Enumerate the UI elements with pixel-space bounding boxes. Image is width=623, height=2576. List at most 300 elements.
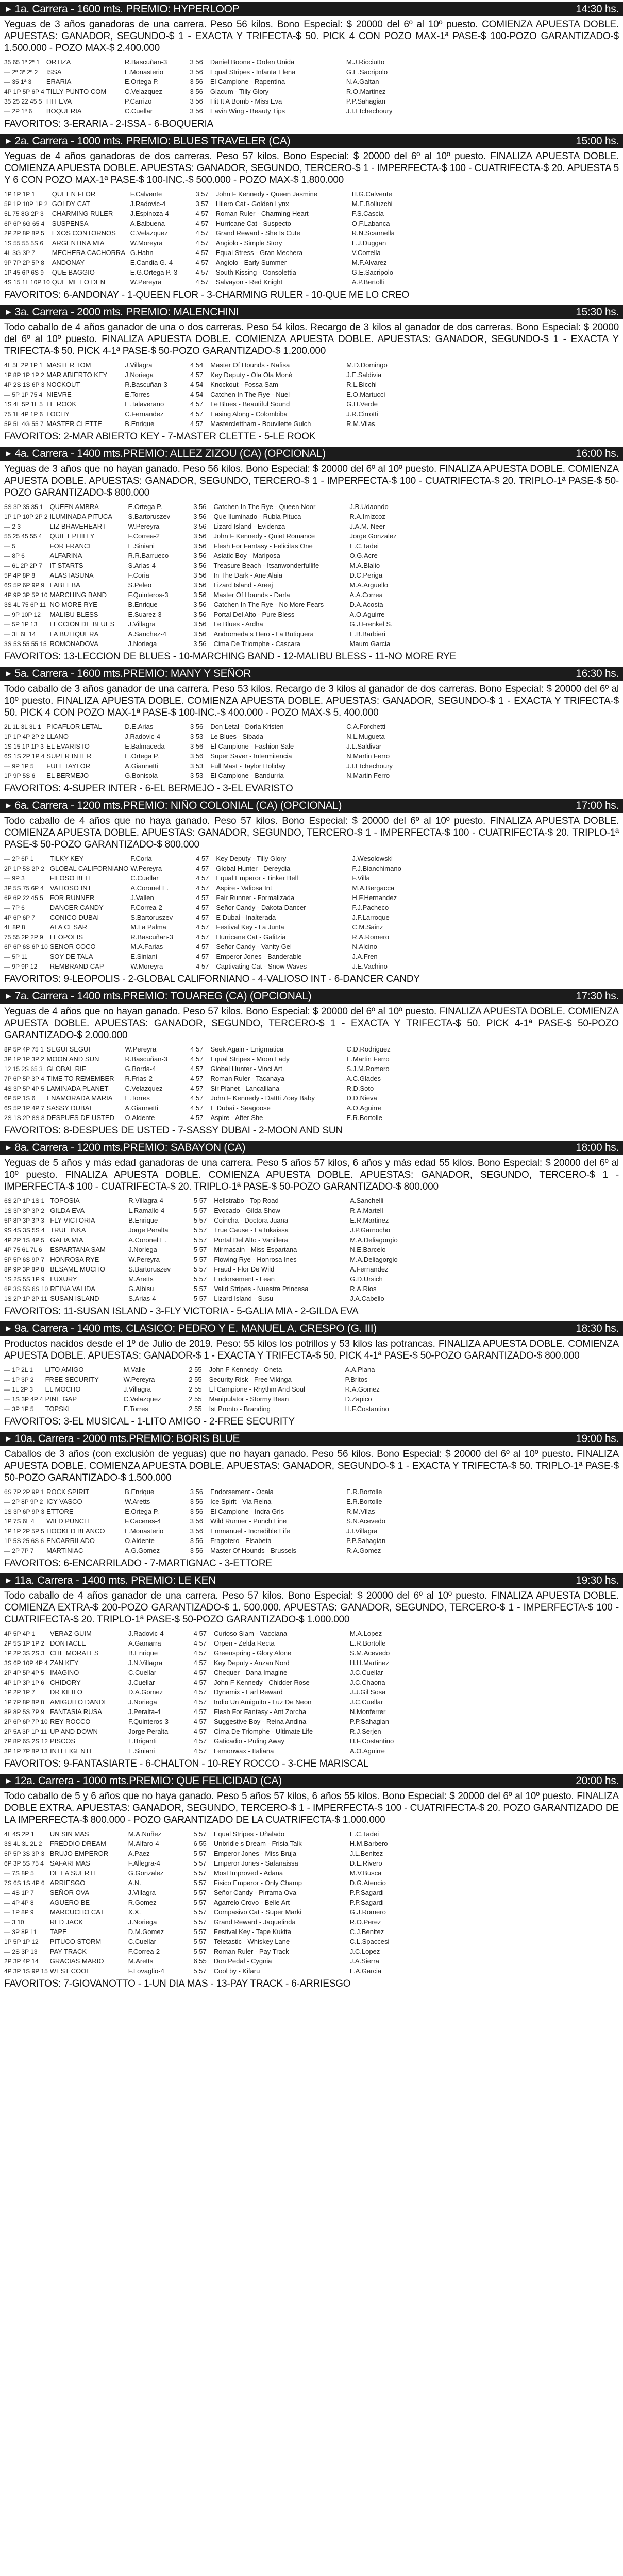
table-row (4, 1746, 424, 1756)
entry-jockey: J.Noriega (128, 1918, 157, 1926)
entry-age-weight: 3 56 (190, 1537, 204, 1545)
table-row (4, 932, 426, 942)
table-row (4, 1736, 424, 1746)
entry-trainer: A.Fernandez (350, 1265, 389, 1273)
entry-trainer: S.N.Acevedo (346, 1517, 385, 1525)
table-row (4, 1687, 424, 1697)
table-row (4, 228, 426, 238)
entry-recent-form: 4P 75 6L 7L 6 (4, 1246, 42, 1253)
race-conditions-text: Caballos de 3 años (con exclusión de yeguas) que no hayan ganado. Peso 56 kilos. Bono Especial: $ 20000 del 6º al 10º puesto. FINALIZA APUESTA DOBLE. COMIENZA APUESTA DOBLE. APUESTAS: GANADOR, SEGUNDO-$ 1 - EXACTA Y TRIFECTA-$ 50. TRIPLO-1ª PASE-$ 50-POZO GARANTIZADO-$ 1.500.000 (4, 1449, 619, 1483)
entry-pedigree: Ice Spirit - Via Reina (210, 1498, 272, 1505)
entry-pedigree: John F Kennedy - Oneta (209, 1366, 282, 1374)
entry-trainer: J.A.Cabello (350, 1295, 384, 1302)
entry-pedigree: Manipulator - Stormy Bean (209, 1395, 289, 1403)
entry-horse-name: LABEEBA (49, 581, 80, 589)
entry-trainer: P.P.Sahagian (346, 1537, 386, 1545)
table-row (4, 952, 426, 961)
entry-age-weight: 3 57 (195, 200, 209, 208)
table-row (4, 609, 424, 619)
table-row (4, 370, 420, 380)
entry-pedigree: Don Pedal - Cygnia (213, 1957, 272, 1965)
table-row (4, 389, 420, 399)
race-conditions-text: Yeguas de 5 años y más edad ganadoras de una carrera. Peso 5 años 57 kilos, 6 años y más edad 55 kilos. Bono Especial: $ 20000 del 6º al 10º puesto. FINALIZA APUESTA DOBLE. COMIENZA APUESTA DOBLE. APUESTAS: GANADOR, SEGUNDO, TERCERO-$ 1 - IMPERFECTA-$ 100 - CUATRIFECTA-$ 20. TRIPLO-1ª PASE-$ 50-POZO GARANTIZADO-$ 800.000 (4, 1158, 619, 1192)
entry-trainer: R.M.Vilas (346, 1507, 375, 1515)
table-row (4, 1658, 424, 1668)
entry-pedigree: Gaticadio - Puling Away (213, 1737, 285, 1745)
entry-age-weight: 4 57 (196, 943, 209, 951)
entry-pedigree: Lizard Island - Areej (213, 581, 273, 589)
entry-jockey: R.R.Barrueco (128, 552, 169, 560)
table-row (4, 521, 424, 531)
entry-pedigree: E Dubai - Seagoose (210, 1104, 271, 1112)
entry-trainer: G.E.Sacripolo (346, 68, 388, 76)
entry-pedigree: El Campione - Rhythm And Soul (209, 1385, 306, 1393)
race-time: 14:30 hs. (576, 3, 619, 15)
race-card-2 (0, 134, 623, 302)
table-row (4, 1375, 419, 1384)
entry-horse-name: ARGENTINA MIA (52, 239, 105, 247)
entry-trainer: C.J.Benitez (349, 1928, 384, 1936)
entry-pedigree: Hurricane Cat - Galitzia (216, 933, 286, 941)
table-row (4, 248, 426, 258)
entry-trainer: H.F.Costantino (349, 1737, 394, 1745)
table-row (4, 502, 424, 512)
entry-trainer: J.R.Cirrotti (346, 410, 378, 418)
entry-pedigree: Festival Key - Tape Kukita (213, 1928, 291, 1936)
table-row (4, 561, 424, 570)
entry-pedigree: Seek Again - Enigmatica (210, 1045, 284, 1053)
entry-age-weight: 2 55 (189, 1385, 202, 1393)
entry-pedigree: Daniel Boone - Orden Unida (210, 58, 295, 66)
table-row (4, 1829, 424, 1839)
entry-horse-name: HIT EVA (46, 97, 72, 105)
race-card-9 (0, 1321, 623, 1429)
table-row (4, 1937, 424, 1946)
race-time: 16:30 hs. (576, 668, 619, 680)
entry-horse-name: PAY TRACK (49, 1947, 87, 1955)
entry-recent-form: — 6L 2P 2P 7 (4, 562, 42, 569)
entry-age-weight: 5 57 (193, 1928, 207, 1936)
entries-table (4, 1829, 424, 1976)
race-header (0, 1774, 623, 1788)
entry-age-weight: 4 57 (193, 1679, 207, 1686)
entry-recent-form: — 3P 1P 5 (4, 1405, 34, 1413)
entry-jockey: A.Coronel E. (128, 1236, 166, 1244)
entry-trainer: M.V.Busca (349, 1869, 382, 1877)
entry-age-weight: 4 57 (190, 1094, 204, 1102)
entry-age-weight: 3 56 (193, 640, 207, 648)
entry-horse-name: FOR FRANCE (49, 542, 94, 550)
entry-trainer: J.L.Benitez (349, 1850, 383, 1857)
entry-horse-name: ANDONAY (52, 259, 85, 266)
entry-age-weight: 4 57 (193, 1659, 207, 1667)
entry-pedigree: Portal Del Alto - Vanillera (214, 1236, 288, 1244)
entry-recent-form: — 5 (4, 542, 16, 550)
entry-trainer: R.N.Scannella (351, 229, 395, 237)
entry-pedigree: Fragotero - Elsabeta (210, 1537, 272, 1545)
entry-age-weight: 3 56 (193, 581, 207, 589)
entry-horse-name: VALIOSO INT (49, 884, 92, 892)
entry-age-weight: 3 56 (190, 58, 203, 66)
entry-horse-name: GLOBAL CALIFORNIANO (49, 865, 129, 872)
entry-jockey: A.N. (128, 1879, 142, 1887)
entry-age-weight: 4 57 (193, 1727, 207, 1735)
entry-trainer: J.A.Fren (352, 953, 378, 960)
entry-horse-name: LA BUTIQUERA (49, 630, 99, 638)
entry-trainer: N.L.Mugueta (346, 733, 385, 740)
race-conditions-text: Todo caballo de 3 años ganador de una carrera. Peso 53 kilos. Recargo de 3 kilos al ganador de dos carreras. Bono Especial: $ 20000 del 6º al 10º puesto. FINALIZA APUESTA DOBLE. COMIENZA APUESTA DOBLE. APUESTAS: GANADOR, SEGUNDO-$ 1 - EXACTA Y TRIFECTA-$ 50. PICK 4 CON POZO MAX-1ª PASE-$ 100-INC.-$ 400.000 - POZO MAX-$ 5. 400.000 (4, 684, 619, 718)
entry-trainer: A.P.Bertolli (351, 278, 384, 286)
entry-jockey: M.A.Nuñez (128, 1830, 162, 1838)
entry-age-weight: 5 57 (193, 1216, 207, 1224)
entry-trainer: J.E.Vachino (352, 962, 388, 970)
entry-jockey: S.Peleo (128, 581, 152, 589)
table-row (4, 570, 424, 580)
table-row (4, 1648, 424, 1658)
table-row (4, 1717, 424, 1726)
entry-pedigree: Key Deputy - Tilly Glory (216, 855, 287, 862)
table-row (4, 1093, 421, 1103)
entry-age-weight: 3 53 (190, 772, 204, 779)
entry-recent-form: 35 25 22 45 5 (4, 97, 42, 105)
entry-recent-form: 1S 55 55 5S 6 (4, 239, 44, 247)
table-row (4, 1365, 419, 1375)
entry-age-weight: 5 57 (193, 1246, 207, 1253)
entry-jockey: E.Suarez-3 (128, 611, 162, 618)
table-row (4, 1384, 419, 1394)
race-title: 5a. Carrera - 1600 mts.PREMIO: MANY Y SEÑOR (14, 668, 251, 680)
entry-trainer: H.F.Costantino (345, 1405, 389, 1413)
entry-pedigree: Global Hunter - Vinci Art (210, 1065, 282, 1073)
entry-pedigree: Master Of Hounds - Brussels (210, 1547, 296, 1554)
table-row (4, 1235, 424, 1245)
entry-pedigree: Señor Candy - Pirrama Ova (213, 1889, 297, 1896)
table-row (4, 1206, 424, 1215)
entry-pedigree: Ist Pronto - Branding (209, 1405, 271, 1413)
entry-jockey: A.Paez (128, 1850, 150, 1857)
entry-recent-form: — 1P 2L 1 (4, 1366, 33, 1374)
entry-jockey: F.Caceres-4 (125, 1517, 161, 1525)
table-row (4, 590, 424, 600)
entry-jockey: J.Villagra (123, 1385, 151, 1393)
entry-horse-name: MASTER TOM (46, 361, 91, 369)
entries-body (4, 1044, 421, 1123)
table-row (4, 863, 426, 873)
entries-table (4, 360, 420, 429)
entry-jockey: S.Bartoruszev (130, 913, 173, 921)
entry-pedigree: Equal Stripes - Moon Lady (210, 1055, 290, 1063)
entry-jockey: G.Hahn (130, 249, 154, 257)
entry-jockey: J.Radovic-4 (130, 200, 166, 208)
entry-jockey: J.Noriega (128, 640, 157, 648)
entry-horse-name: LITO AMIGO (45, 1366, 84, 1374)
entry-recent-form: — 4P 4P 8 (4, 1899, 34, 1906)
entry-recent-form: 2P 3P 4P 14 (4, 1957, 39, 1965)
entry-trainer: J.E.Saldivia (346, 371, 382, 379)
entry-trainer: J.P.Garnocho (350, 1226, 390, 1234)
table-row (4, 1638, 424, 1648)
entry-age-weight: 4 57 (195, 278, 209, 286)
entries-table (4, 57, 420, 116)
entry-horse-name: QUE ME LO DEN (52, 278, 106, 286)
entry-age-weight: 3 57 (195, 190, 209, 198)
entry-trainer: F.J.Bianchimano (352, 865, 401, 872)
entry-pedigree: Señor Candy - Vanity Gel (216, 943, 292, 951)
table-row (4, 87, 420, 96)
arrow-right-icon: ► (4, 1575, 13, 1585)
entry-trainer: D.A.Acosta (349, 601, 383, 608)
race-time: 18:00 hs. (576, 1142, 619, 1154)
entry-jockey: E.Siniani (128, 1747, 155, 1755)
entry-jockey: S.Arias-4 (128, 1295, 156, 1302)
entry-horse-name: QUIET PHILLY (49, 532, 95, 540)
entry-recent-form: 2L 1L 3L 3L 1 (4, 723, 41, 731)
entry-age-weight: 4 57 (190, 371, 204, 379)
entry-pedigree: Grand Reward - She Is Cute (215, 229, 300, 237)
entry-age-weight: 4 57 (190, 1084, 204, 1092)
entry-recent-form: — 3P 8P 11 (4, 1928, 37, 1936)
entry-jockey: R.Frias-2 (125, 1075, 153, 1082)
entry-pedigree: Le Blues - Beautiful Sound (210, 400, 290, 408)
entry-trainer: E.B.Barbieri (349, 630, 385, 638)
entry-horse-name: AMIGUITO DANDI (49, 1698, 106, 1706)
table-row (4, 1707, 424, 1717)
entry-jockey: R.Bascuñan-3 (125, 381, 167, 388)
entry-pedigree: Grand Reward - Jaquelinda (213, 1918, 296, 1926)
entry-trainer: H.F.Hernandez (352, 894, 397, 902)
entry-jockey: C.Velazquez (130, 229, 168, 237)
race-conditions-text: Yeguas de 3 años ganadoras de una carrera. Peso 56 kilos. Bono Especial: $ 20000 del 6º al 10º puesto. COMIENZA APUESTA DOBLE. APUESTAS: GANADOR, SEGUNDO-$ 1 - EXACTA Y TRIFECTA-$ 50. PICK 4 CON POZO MAX-1ª PASE-$ 100-POZO GARANTIZADO-$ 1.500.000 - POZO MAX-$ 2.400.000 (4, 19, 619, 54)
entry-recent-form: 1P 9P 5S 6 (4, 772, 36, 779)
entries-table (4, 502, 424, 649)
race-title: 12a. Carrera - 1000 mts.PREMIO: QUE FELICIDAD (CA) (14, 1775, 282, 1787)
table-row (4, 1274, 424, 1284)
table-row (4, 551, 424, 561)
table-row (4, 77, 420, 87)
entry-horse-name: GALIA MIA (50, 1236, 83, 1244)
entry-trainer: E.O.Martucci (346, 391, 385, 398)
race-favorites: FAVORITOS: 6-ENCARRILADO - 7-MARTIGNAC - 3-ETTORE (4, 1558, 272, 1569)
entry-age-weight: 4 57 (195, 229, 209, 237)
entry-trainer: O.G.Acre (349, 552, 378, 560)
table-row (4, 942, 426, 952)
entry-trainer: R.L.Bicchi (346, 381, 377, 388)
entry-jockey: C.Cuellar (130, 874, 159, 882)
entry-recent-form: 1P 1P 2P 5P 5 (4, 1527, 44, 1535)
race-conditions-text: Productos nacidos desde el 1º de Julio de 2019. Peso: 55 kilos los potrillos y 53 kilos las potrancas. FINALIZA APUESTA DOBLE. COMIENZA APUESTA DOBLE. APUESTAS: GANADOR-$ 1 - EXACTA Y TRIFECTA-$ 50. PICK 4-1ª PASE-$ 50-POZO GARANTIZADO-$ 800.000 (4, 1338, 619, 1361)
table-row (4, 1064, 421, 1074)
entry-recent-form: 5P 4P 8P 8 (4, 571, 36, 579)
entry-jockey: E.Torres (125, 1094, 150, 1102)
entry-age-weight: 5 57 (193, 1947, 207, 1955)
table-row (4, 1878, 424, 1888)
entry-horse-name: PISCOS (49, 1737, 76, 1745)
entry-jockey: R.Bascuñan-3 (124, 58, 167, 66)
entry-horse-name: INTELIGENTE (49, 1747, 94, 1755)
entries-body (4, 1196, 424, 1303)
entry-horse-name: SEGUI SEGUI (46, 1045, 91, 1053)
entry-pedigree: Orpen - Zelda Recta (213, 1639, 275, 1647)
entry-recent-form: 4L 8P 8 (4, 923, 25, 931)
entry-horse-name: GOLDY CAT (52, 200, 90, 208)
entry-trainer: R.A.Martell (350, 1207, 383, 1214)
entry-trainer: R.M.Vilas (346, 420, 375, 428)
arrow-right-icon: ► (4, 1776, 13, 1786)
entry-jockey: O.Aldente (125, 1537, 155, 1545)
entry-recent-form: 5S 3P 35 35 1 (4, 503, 43, 511)
entries-body (4, 57, 420, 116)
entry-horse-name: ESPARTANA SAM (50, 1246, 106, 1253)
entry-jockey: M.Valle (123, 1366, 145, 1374)
entry-age-weight: 3 56 (193, 562, 207, 569)
entry-age-weight: 2 55 (189, 1395, 202, 1403)
entry-recent-form: 5P 5P 3S 3P 3 (4, 1850, 45, 1857)
table-row (4, 1245, 424, 1255)
entries-table (4, 1365, 419, 1414)
entry-pedigree: Captivating Cat - Snow Waves (216, 962, 307, 970)
entry-recent-form: 3S 5S 55 55 15 (4, 640, 47, 648)
entry-recent-form: — 9P 9P 12 (4, 962, 38, 970)
entry-age-weight: 3 56 (190, 1488, 204, 1496)
entry-pedigree: Eavin Wing - Beauty Tips (210, 107, 285, 115)
race-card-3 (0, 305, 623, 444)
entry-horse-name: FREE SECURITY (45, 1376, 99, 1383)
entry-age-weight: 4 57 (195, 219, 209, 227)
table-row (4, 409, 420, 419)
table-row (4, 238, 426, 248)
entry-jockey: S.Arias-4 (128, 562, 156, 569)
entry-trainer: Jorge Gonzalez (349, 532, 397, 540)
race-card-10 (0, 1432, 623, 1570)
entry-horse-name: TAPE (49, 1928, 67, 1936)
entry-jockey: F.Quinteros-3 (128, 591, 169, 599)
table-row (4, 629, 424, 639)
entry-pedigree: Hellstrabo - Top Road (214, 1197, 279, 1205)
entry-trainer: D.E.Rivero (349, 1859, 382, 1867)
entry-trainer: S.M.Acevedo (349, 1649, 390, 1657)
entry-recent-form: 1P 7S 6L 4 (4, 1517, 35, 1525)
table-row (4, 1506, 420, 1516)
entry-jockey: R.Bascuñan-3 (125, 1055, 167, 1063)
race-time: 19:00 hs. (576, 1433, 619, 1445)
entry-recent-form: 6P 3S 5S 6S 10 (4, 1285, 48, 1293)
race-card-6 (0, 799, 623, 986)
entry-jockey: J.Villagra (128, 1889, 156, 1896)
entry-trainer: P.P.Sagardi (349, 1899, 384, 1906)
entry-horse-name: ZAN KEY (49, 1659, 79, 1667)
entry-horse-name: TILKY KEY (49, 855, 84, 862)
entry-horse-name: MARTINIAC (46, 1547, 83, 1554)
entry-age-weight: 3 56 (193, 571, 207, 579)
entry-horse-name: BRUJO EMPEROR (49, 1850, 109, 1857)
entry-trainer: M.J.Ricciutto (346, 58, 385, 66)
race-conditions-text: Yeguas de 3 años que no hayan ganado. Peso 56 kilos. Bono Especial: $ 20000 del 6º al 10º puesto. FINALIZA APUESTA DOBLE. COMIENZA APUESTA DOBLE. APUESTAS: GANADOR, SEGUNDO, TERCERO-$ 1 - IMPERFECTA-$ 100 - CUATRIFECTA-$ 20. TRIPLO-1ª PASE-$ 50-POZO GARANTIZADO-$ 800.000 (4, 464, 619, 498)
entry-pedigree: Emperor Jones - Miss Bruja (213, 1850, 297, 1857)
entry-horse-name: ALFARINA (49, 552, 82, 560)
entry-jockey: B.Enrique (125, 420, 155, 428)
entry-recent-form: 4P 2P 1S 4P 5 (4, 1236, 45, 1244)
entry-trainer: A.O.Aguirre (349, 611, 385, 618)
entry-recent-form: 3S 4L 75 6P 11 (4, 601, 46, 608)
entry-age-weight: 5 57 (193, 1859, 207, 1867)
entries-table (4, 722, 420, 781)
entry-pedigree: Easing Along - Colombiba (210, 410, 288, 418)
entry-horse-name: CHE MORALES (49, 1649, 99, 1657)
entry-age-weight: 4 57 (193, 1747, 207, 1755)
entry-pedigree: Flesh For Fantasy - Ant Zorcha (213, 1708, 307, 1716)
table-row (4, 1726, 424, 1736)
entry-jockey: W.Moreyra (130, 962, 163, 970)
entry-horse-name: MOON AND SUN (46, 1055, 99, 1063)
entry-trainer: N.A.Galtan (346, 78, 379, 86)
race-card-7 (0, 989, 623, 1138)
table-row (4, 600, 424, 609)
entry-trainer: R.A.Rios (350, 1285, 377, 1293)
entry-horse-name: WEST COOL (49, 1967, 90, 1975)
entry-recent-form: — 7P 6 (4, 904, 25, 911)
entry-age-weight: 4 57 (193, 1718, 207, 1725)
entry-trainer: E.R.Bortolle (349, 1639, 386, 1647)
entry-recent-form: — 2P 6P 1 (4, 855, 34, 862)
race-card-8 (0, 1141, 623, 1318)
entry-trainer: R.A.Gomez (346, 1547, 381, 1554)
entry-jockey: J.Cuellar (128, 1679, 155, 1686)
race-header (0, 134, 623, 148)
entry-age-weight: 5 57 (193, 1236, 207, 1244)
entry-pedigree: Hit It A Bomb - Miss Eva (210, 97, 282, 105)
entry-jockey: C.Fernandez (125, 410, 164, 418)
entry-recent-form: 4P 5P 4P 1 (4, 1630, 36, 1637)
entry-age-weight: 5 57 (193, 1830, 207, 1838)
table-row (4, 419, 420, 429)
entry-jockey: A.Giannetti (125, 1104, 158, 1112)
entry-jockey: E.Candia G.-4 (130, 259, 173, 266)
entry-jockey: C.Cuellar (124, 107, 153, 115)
entry-recent-form: 8P 8P 5S 7P 9 (4, 1708, 45, 1716)
entry-trainer: A.A.Plana (345, 1366, 375, 1374)
entries-body (4, 722, 420, 781)
table-row (4, 1404, 419, 1414)
entry-pedigree: Knockout - Fossa Sam (210, 381, 278, 388)
entry-age-weight: 6 55 (193, 1957, 207, 1965)
entry-trainer: C.L.Spaccesi (349, 1938, 390, 1945)
entry-age-weight: 3 56 (190, 88, 203, 95)
entry-age-weight: 2 55 (189, 1366, 202, 1374)
entry-age-weight: 5 57 (193, 1938, 207, 1945)
entry-jockey: E.Ortega P. (124, 78, 159, 86)
entry-recent-form: 8P 5P 4P 75 1 (4, 1045, 44, 1053)
table-row (4, 1668, 424, 1677)
entry-jockey: D.M.Gomez (128, 1928, 164, 1936)
entry-jockey: J.Radovic-4 (128, 1630, 164, 1637)
table-row (4, 258, 426, 267)
entry-horse-name: ALASTASUNA (49, 571, 94, 579)
table-row (4, 189, 426, 199)
entry-recent-form: 4S 15 1L 10P 10 (4, 278, 50, 286)
entry-horse-name: FANTASIA RUSA (49, 1708, 102, 1716)
entry-trainer: P.P.Sagardi (349, 1889, 384, 1896)
entry-horse-name: LECCION DE BLUES (49, 620, 115, 628)
entry-pedigree: Emperor Jones - Safanaissa (213, 1859, 298, 1867)
entry-pedigree: Cima De Triomphe - Cascara (213, 640, 300, 648)
race-favorites: FAVORITOS: 4-SUPER INTER - 6-EL BERMEJO - 3-EL EVARISTO (4, 783, 293, 794)
entry-jockey: J.Vallen (130, 894, 154, 902)
entry-jockey: A.Gamarra (128, 1639, 161, 1647)
entry-recent-form: — 4S 1P 7 (4, 1889, 34, 1896)
entry-pedigree: Hurricane Cat - Suspecto (215, 219, 291, 227)
entry-horse-name: GRACIAS MARIO (49, 1957, 104, 1965)
entry-horse-name: ENAMORADA MARIA (46, 1094, 113, 1102)
